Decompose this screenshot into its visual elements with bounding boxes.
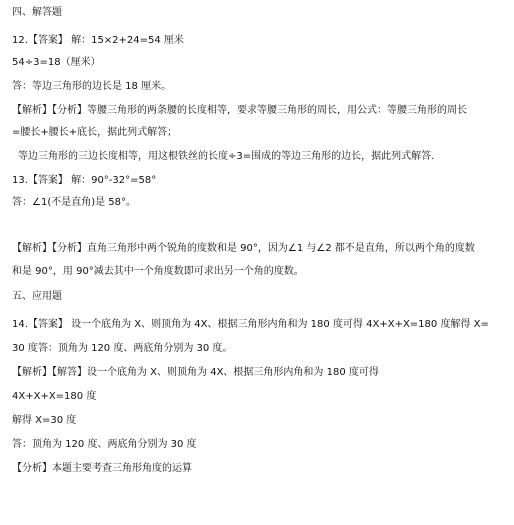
q12-analysis-3: 等边三角形的三边长度相等，用这根铁丝的长度÷3=围成的等边三角形的边长，据此列式解答. xyxy=(18,151,435,162)
q12-answer: 12.【答案】 解：15×2+24=54 厘米 xyxy=(12,35,184,46)
q12-calculation: 54÷3=18（厘米） xyxy=(12,57,101,68)
q14-result: 答：顶角为 120 度、两底角分别为 30 度 xyxy=(12,439,197,450)
q14-note: 【分析】本题主要考查三角形角度的运算 xyxy=(12,463,192,474)
q14-answer-1: 14.【答案】 设一个底角为 X、则顶角为 4X、根据三角形内角和为 180 度可得 4X+X+X=180 度解得 X= xyxy=(12,319,489,330)
q12-analysis-2: =腰长+腰长+底长，据此列式解答； xyxy=(12,127,178,138)
q13-result: 答：∠1(不是直角)是 58°。 xyxy=(12,197,137,208)
q14-equation: 4X+X+X=180 度 xyxy=(12,391,97,402)
q14-analysis: 【解析】【解答】设一个底角为 X、则顶角为 4X、根据三角形内角和为 180 度可得 xyxy=(12,367,379,378)
section-heading-5: 五、应用题 xyxy=(12,291,62,302)
q13-answer: 13.【答案】 解：90°-32°=58° xyxy=(12,175,157,186)
q14-answer-2: 30 度答：顶角为 120 度、两底角分别为 30 度。 xyxy=(12,343,233,354)
q14-solution: 解得 X=30 度 xyxy=(12,415,77,426)
section-heading-4: 四、解答题 xyxy=(12,7,62,18)
q13-analysis-1: 【解析】【分析】直角三角形中两个锐角的度数和是 90°，因为∠1 与∠2 都不是直角，所以两个角的度数 xyxy=(12,243,475,254)
q12-analysis-1: 【解析】【分析】等腰三角形的两条腰的长度相等，要求等腰三角形的周长，用公式：等腰三角形的周长 xyxy=(12,105,467,116)
q13-analysis-2: 和是 90°，用 90°减去其中一个角度数即可求出另一个角的度数。 xyxy=(12,266,304,277)
q12-result: 答：等边三角形的边长是 18 厘米。 xyxy=(12,81,172,92)
